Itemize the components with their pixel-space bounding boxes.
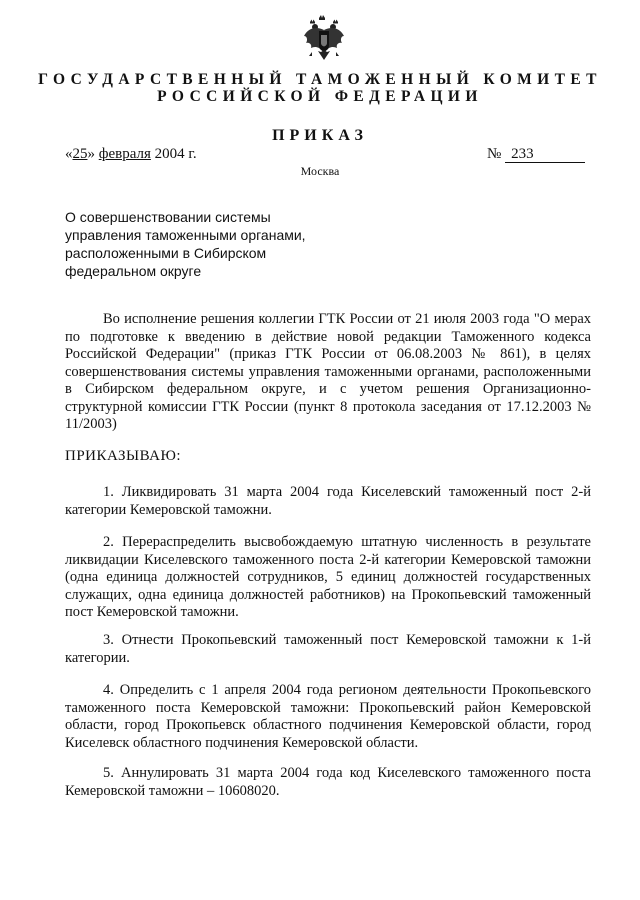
order-number-line	[487, 146, 585, 163]
org-name-line1: ГОСУДАРСТВЕННЫЙ ТАМОЖЕННЫЙ КОМИТЕТ	[38, 71, 602, 88]
date-quote-open: «	[65, 146, 73, 162]
order-subject: О совершенствовании системы управления таможенными органами, расположенными в Сибирском федеральном округе	[65, 209, 306, 279]
prikazyvayu-heading: ПРИКАЗЫВАЮ:	[65, 448, 182, 464]
issue-city: Москва	[300, 164, 340, 178]
order-item-1: 1. Ликвидировать 31 марта 2004 года Киселевский таможенный пост 2-й категории Кемеровской таможни.	[65, 484, 591, 518]
date-month: февраля	[98, 146, 151, 162]
date-year: 2004 г.	[154, 146, 197, 162]
order-item-3: 3. Отнести Прокопьевский таможенный пост Кемеровской таможни к 1-й категории.	[65, 632, 591, 666]
org-name-line2: РОССИЙСКОЙ ФЕДЕРАЦИИ	[157, 88, 483, 105]
preamble-paragraph: Во исполнение решения коллегии ГТК России от 21 июля 2003 года "О мерах по подготовке к введению в действие новой редакции Таможенного кодекса Российской Федерации" (приказ ГТК России от 06.08.2003 № 861), в целях совершенствования системы управления таможенными органами, расположенными в Сибирском федеральном округе, и с учетом решения Организационно-структурной комиссии ГТК России (пункт 8 протокола заседания от 17.12.2003 № 11/2003)	[65, 311, 591, 432]
order-item-4: 4. Определить с 1 апреля 2004 года регионом деятельности Прокопьевского таможенного поста Кемеровской таможни: Прокопьевский район Кемеровской области, город Прокопьевск областного подчинения Кемеровской области, город Киселевск областного подчинения Кемеровской области.	[65, 682, 591, 751]
document-type-title: ПРИКАЗ	[272, 127, 368, 144]
date-day: 25	[72, 146, 88, 162]
double-headed-eagle-emblem-icon	[302, 14, 346, 64]
order-number: 233	[505, 147, 585, 163]
order-item-2: 2. Перераспределить высвобождаемую штатную численность в результате ликвидации Киселевского таможенного поста 2-й категории Кемеровской таможни (одна единица должностей сотрудников, 5 единиц должностей государственных служащих, одна единица должностей работников) на Прокопьевский таможенный пост Кемеровской таможни.	[65, 534, 591, 620]
number-label: №	[487, 146, 502, 162]
date-quote-close: »	[87, 146, 95, 162]
order-item-5: 5. Аннулировать 31 марта 2004 года код Киселевского таможенного поста Кемеровской таможни – 10608020.	[65, 765, 591, 799]
order-date	[65, 146, 197, 163]
